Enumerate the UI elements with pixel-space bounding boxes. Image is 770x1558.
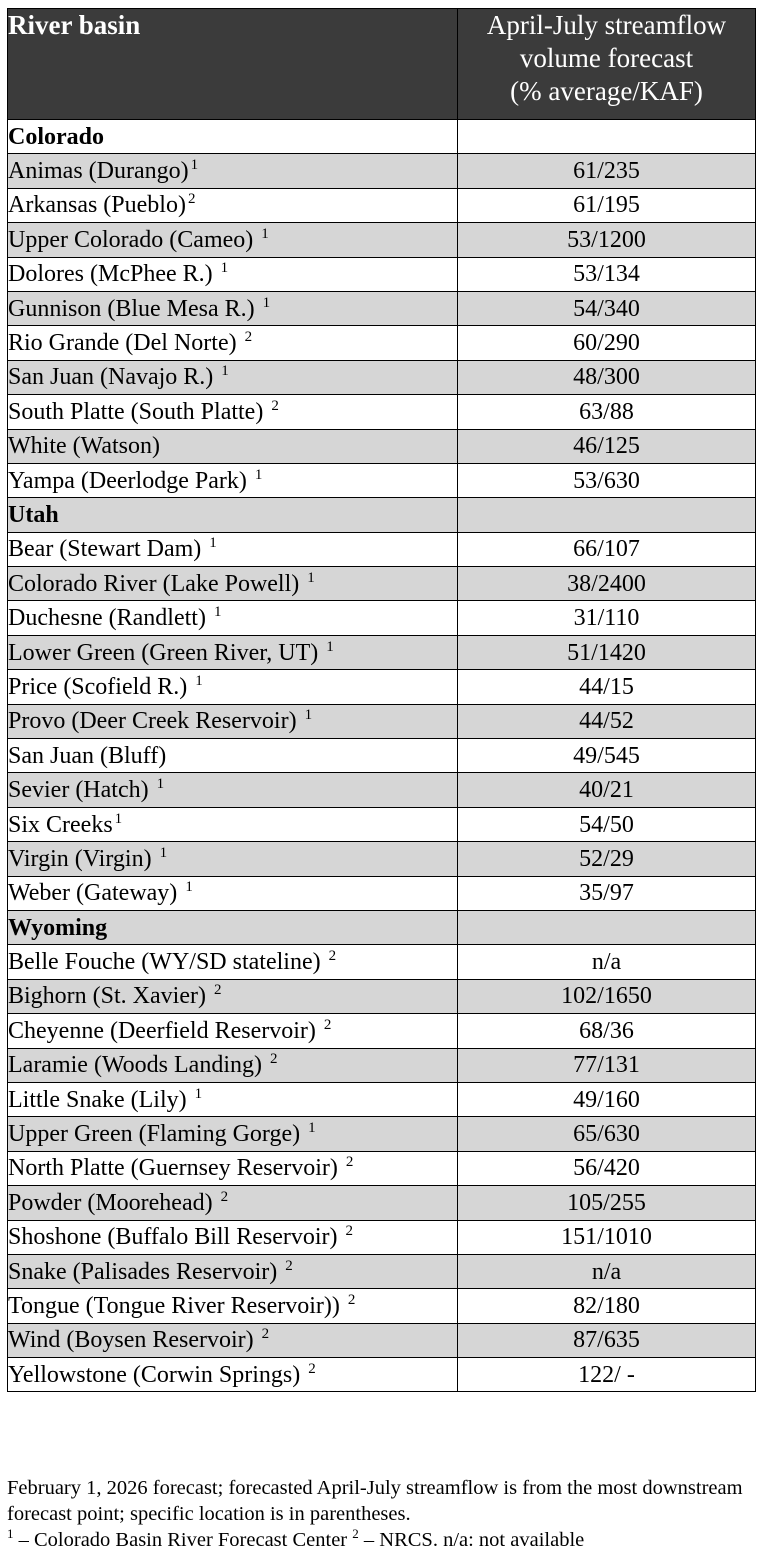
table-row	[8, 360, 756, 394]
table-row	[8, 1220, 756, 1254]
forecast-value: 54/50	[458, 807, 756, 841]
forecast-value: 60/290	[458, 326, 756, 360]
forecast-value	[458, 120, 756, 154]
basin-name: Animas (Durango)	[8, 158, 189, 185]
basin-name: Dolores (McPhee R.)	[8, 261, 219, 288]
source-footnote-marker: 2	[285, 1257, 293, 1274]
footnote-description: February 1, 2026 forecast; forecasted April-July streamflow is from the most downstream forecast point; specific location is in parentheses.	[7, 1477, 743, 1525]
table-row	[8, 463, 756, 497]
forecast-value: 122/ -	[458, 1358, 756, 1392]
source-footnote-marker: 1	[209, 535, 217, 552]
table-row	[8, 945, 756, 979]
table-row	[8, 1082, 756, 1116]
forecast-value: 61/195	[458, 188, 756, 222]
section-row	[8, 910, 756, 944]
forecast-value: 35/97	[458, 876, 756, 910]
source-footnote-marker: 1	[156, 776, 165, 793]
table-row	[8, 291, 756, 325]
basin-cell	[8, 1289, 458, 1323]
basin-cell	[8, 1358, 458, 1392]
basin-name: North Platte (Guernsey Reservoir)	[8, 1155, 344, 1182]
forecast-value: 54/340	[458, 291, 756, 325]
table-row	[8, 807, 756, 841]
forecast-value: 151/1010	[458, 1220, 756, 1254]
basin-name: Weber (Gateway)	[8, 880, 184, 907]
table-row	[8, 395, 756, 429]
table-row	[8, 979, 756, 1013]
source-footnote-marker: 1	[195, 672, 203, 689]
table-row	[8, 601, 756, 635]
basin-name: Price (Scofield R.)	[8, 673, 194, 700]
table-row	[8, 1323, 756, 1357]
basin-cell	[8, 635, 458, 669]
basin-cell	[8, 1014, 458, 1048]
basin-name: Snake (Palisades Reservoir)	[8, 1258, 284, 1285]
basin-name: San Juan (Navajo R.)	[8, 364, 220, 391]
basin-name: Belle Fouche (WY/SD stateline)	[8, 949, 327, 976]
basin-name: Yellowstone (Corwin Springs)	[8, 1361, 307, 1388]
footnote-marker: 1	[7, 1526, 14, 1542]
forecast-value: 53/1200	[458, 223, 756, 257]
table-row	[8, 257, 756, 291]
forecast-value: 66/107	[458, 532, 756, 566]
basin-cell	[8, 429, 458, 463]
table-row	[8, 532, 756, 566]
source-footnote-marker: 1	[220, 260, 229, 277]
table-row	[8, 1117, 756, 1151]
source-footnote-marker: 1	[304, 707, 313, 724]
forecast-value: 102/1650	[458, 979, 756, 1013]
footnote-source-nrcs: – NRCS. n/a: not available	[358, 1529, 585, 1551]
header-forecast	[458, 9, 756, 120]
header-river-basin: River basin	[8, 9, 458, 120]
table-row	[8, 1254, 756, 1288]
source-footnote-marker: 1	[213, 604, 222, 621]
footnote-sources	[7, 1527, 763, 1553]
forecast-value: 44/52	[458, 704, 756, 738]
basin-name: Powder (Moorehead)	[8, 1189, 219, 1216]
source-footnote-marker: 2	[261, 1326, 270, 1343]
source-footnote-marker: 2	[347, 1291, 356, 1308]
table-row	[8, 773, 756, 807]
basin-cell	[8, 1117, 458, 1151]
forecast-value: n/a	[458, 1254, 756, 1288]
basin-name: Colorado River (Lake Powell)	[8, 570, 306, 597]
table-row	[8, 223, 756, 257]
basin-cell	[8, 1151, 458, 1185]
forecast-value: 53/134	[458, 257, 756, 291]
table-row	[8, 567, 756, 601]
table-row	[8, 739, 756, 773]
forecast-value: 44/15	[458, 670, 756, 704]
source-footnote-marker: 1	[308, 1120, 316, 1137]
basin-name: Yampa (Deerlodge Park)	[8, 467, 253, 494]
basin-name: San Juan (Bluff)	[8, 742, 167, 769]
forecast-value	[458, 498, 756, 532]
source-footnote-marker: 1	[190, 157, 199, 174]
source-footnote-marker: 2	[269, 1051, 278, 1068]
source-footnote-marker: 1	[262, 294, 271, 311]
forecast-value: 63/88	[458, 395, 756, 429]
basin-name: Wind (Boysen Reservoir)	[8, 1327, 260, 1354]
basin-name: Provo (Deer Creek Reservoir)	[8, 708, 303, 735]
basin-cell	[8, 1048, 458, 1082]
forecast-value: 53/630	[458, 463, 756, 497]
source-footnote-marker: 1	[159, 844, 168, 861]
basin-name: Shoshone (Buffalo Bill Reservoir)	[8, 1224, 344, 1251]
table-row	[8, 188, 756, 222]
basin-cell	[8, 463, 458, 497]
basin-cell	[8, 360, 458, 394]
basin-name: Little Snake (Lily)	[8, 1086, 193, 1113]
source-footnote-marker: 1	[254, 466, 263, 483]
basin-cell	[8, 188, 458, 222]
basin-name: Bighorn (St. Xavier)	[8, 983, 212, 1010]
source-footnote-marker: 2	[328, 948, 337, 965]
table-row	[8, 1151, 756, 1185]
forecast-value: 49/545	[458, 739, 756, 773]
table-row	[8, 1289, 756, 1323]
state-heading	[8, 910, 458, 944]
source-footnote-marker: 2	[187, 191, 196, 208]
basin-cell	[8, 154, 458, 188]
source-footnote-marker: 1	[221, 363, 229, 380]
source-footnote-marker: 1	[261, 225, 269, 242]
forecast-value: 56/420	[458, 1151, 756, 1185]
basin-name: Utah	[8, 501, 59, 528]
basin-name: Virgin (Virgin)	[8, 845, 158, 872]
forecast-value: 52/29	[458, 842, 756, 876]
basin-name: Bear (Stewart Dam)	[8, 536, 208, 563]
basin-cell	[8, 842, 458, 876]
basin-name: Laramie (Woods Landing)	[8, 1052, 268, 1079]
table-row	[8, 670, 756, 704]
forecast-value: 68/36	[458, 1014, 756, 1048]
section-row	[8, 498, 756, 532]
table-header-row	[8, 9, 756, 120]
table-row	[8, 876, 756, 910]
basin-cell	[8, 532, 458, 566]
basin-cell	[8, 876, 458, 910]
basin-cell	[8, 395, 458, 429]
basin-cell	[8, 567, 458, 601]
source-footnote-marker: 1	[114, 810, 123, 827]
basin-cell	[8, 807, 458, 841]
table-row	[8, 1048, 756, 1082]
state-heading	[8, 120, 458, 154]
source-footnote-marker: 1	[307, 569, 315, 586]
basin-name: Upper Colorado (Cameo)	[8, 226, 260, 253]
basin-name: Arkansas (Pueblo)	[8, 192, 186, 219]
basin-name: Upper Green (Flaming Gorge)	[8, 1121, 307, 1148]
forecast-value: 46/125	[458, 429, 756, 463]
basin-cell	[8, 979, 458, 1013]
basin-cell	[8, 601, 458, 635]
forecast-value: 87/635	[458, 1323, 756, 1357]
basin-name: Wyoming	[8, 914, 108, 941]
source-footnote-marker: 2	[220, 1188, 229, 1205]
table-row	[8, 1186, 756, 1220]
forecast-value: 38/2400	[458, 567, 756, 601]
source-footnote-marker: 2	[244, 329, 253, 346]
header-forecast-line: volume forecast	[519, 43, 694, 73]
forecast-value: 48/300	[458, 360, 756, 394]
basin-name: Sevier (Hatch)	[8, 777, 155, 804]
table-row	[8, 635, 756, 669]
basin-name: Tongue (Tongue River Reservoir))	[8, 1292, 346, 1319]
source-footnote-marker: 2	[323, 1016, 332, 1033]
basin-name: White (Watson)	[8, 433, 161, 460]
forecast-value: n/a	[458, 945, 756, 979]
table-row	[8, 1358, 756, 1392]
basin-name: South Platte (South Platte)	[8, 398, 270, 425]
source-footnote-marker: 2	[345, 1154, 354, 1171]
source-footnote-marker: 2	[213, 982, 222, 999]
table-body	[8, 120, 756, 1392]
forecast-value: 82/180	[458, 1289, 756, 1323]
basin-cell	[8, 1220, 458, 1254]
header-forecast-line: April-July streamflow	[486, 10, 727, 40]
basin-cell	[8, 670, 458, 704]
header-forecast-line: (% average/KAF)	[510, 76, 703, 106]
forecast-value: 77/131	[458, 1048, 756, 1082]
basin-cell	[8, 945, 458, 979]
table-row	[8, 429, 756, 463]
table-footnote	[7, 1475, 763, 1553]
state-heading	[8, 498, 458, 532]
source-footnote-marker: 2	[345, 1223, 354, 1240]
forecast-value: 61/235	[458, 154, 756, 188]
basin-cell	[8, 1254, 458, 1288]
basin-name: Duchesne (Randlett)	[8, 605, 212, 632]
basin-cell	[8, 773, 458, 807]
footnote-marker: 2	[352, 1526, 359, 1542]
table-row	[8, 326, 756, 360]
basin-name: Six Creeks	[8, 811, 113, 838]
basin-cell	[8, 326, 458, 360]
streamflow-forecast-table	[7, 8, 756, 1392]
table-row	[8, 154, 756, 188]
source-footnote-marker: 1	[194, 1085, 203, 1102]
basin-cell	[8, 1082, 458, 1116]
source-footnote-marker: 2	[308, 1360, 316, 1377]
forecast-value: 40/21	[458, 773, 756, 807]
forecast-value: 51/1420	[458, 635, 756, 669]
forecast-value: 31/110	[458, 601, 756, 635]
basin-cell	[8, 1323, 458, 1357]
forecast-value: 105/255	[458, 1186, 756, 1220]
source-footnote-marker: 1	[326, 638, 334, 655]
table-row	[8, 704, 756, 738]
forecast-value	[458, 910, 756, 944]
table-row	[8, 1014, 756, 1048]
basin-cell	[8, 223, 458, 257]
basin-name: Gunnison (Blue Mesa R.)	[8, 295, 261, 322]
basin-name: Rio Grande (Del Norte)	[8, 330, 243, 357]
basin-cell	[8, 257, 458, 291]
basin-name: Cheyenne (Deerfield Reservoir)	[8, 1017, 322, 1044]
forecast-value: 65/630	[458, 1117, 756, 1151]
basin-cell	[8, 291, 458, 325]
table-row	[8, 842, 756, 876]
basin-cell	[8, 1186, 458, 1220]
basin-name: Lower Green (Green River, UT)	[8, 639, 325, 666]
source-footnote-marker: 2	[271, 397, 279, 414]
forecast-value: 49/160	[458, 1082, 756, 1116]
basin-name: Colorado	[8, 123, 104, 150]
footnote-source-cbrfc: – Colorado Basin River Forecast Center	[13, 1529, 353, 1551]
source-footnote-marker: 1	[185, 879, 193, 896]
section-row	[8, 120, 756, 154]
basin-cell	[8, 704, 458, 738]
basin-cell	[8, 739, 458, 773]
